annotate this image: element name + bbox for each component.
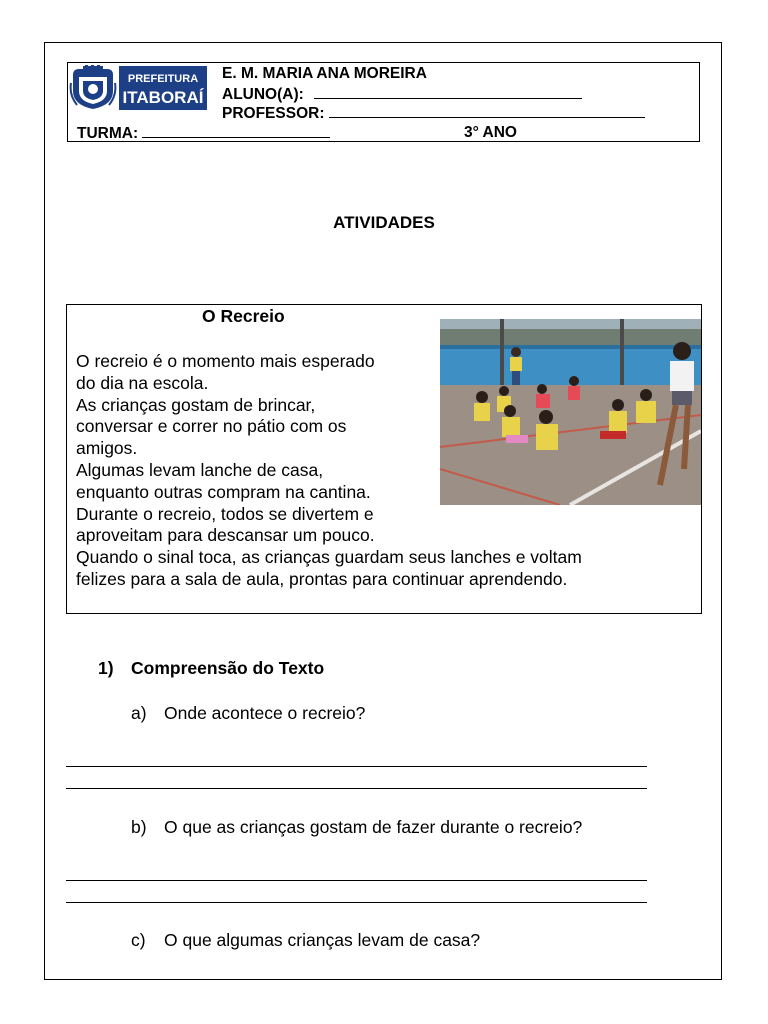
svg-text:PREFEITURA: PREFEITURA: [127, 73, 199, 85]
page-title: ATIVIDADES: [333, 213, 435, 232]
story-line: amigos.: [76, 438, 138, 459]
story-line: As crianças gostam de brincar,: [76, 394, 316, 415]
section-heading: [98, 658, 324, 679]
story-line: conversar e correr no pátio com os: [76, 416, 347, 437]
question-letter: b): [131, 817, 147, 837]
prefeitura-itaborai-logo: [69, 65, 207, 111]
class-label: TURMA:: [77, 125, 139, 142]
story-line: Quando o sinal toca, as crianças guardam seus lanches e voltam: [76, 547, 582, 568]
student-row: [222, 84, 582, 104]
answer-line-b1[interactable]: [66, 880, 647, 881]
story-line: aproveitam para descansar um pouco.: [76, 525, 375, 546]
question-a: [131, 703, 365, 724]
answer-line-a1[interactable]: [66, 766, 647, 767]
story-title: O Recreio: [202, 306, 285, 326]
question-b: [131, 817, 582, 838]
story-line: O recreio é o momento mais esperado: [76, 351, 375, 371]
teacher-name-field[interactable]: [329, 103, 645, 118]
school-name: E. M. MARIA ANA MOREIRA: [222, 65, 427, 82]
story-line: Durante o recreio, todos se divertem e: [76, 503, 374, 524]
story-line: felizes para a sala de aula, prontas para continuar aprendendo.: [76, 568, 568, 589]
question-text: O que as crianças gostam de fazer durante o recreio?: [164, 817, 583, 837]
class-row: [77, 123, 330, 143]
teacher-label: PROFESSOR:: [222, 105, 325, 122]
student-label: ALUNO(A):: [222, 86, 304, 103]
question-c: [131, 930, 480, 951]
story-line: do dia na escola.: [76, 372, 209, 393]
section-title: Compreensão do Texto: [131, 658, 325, 678]
story-line: enquanto outras compram na cantina.: [76, 481, 371, 502]
answer-line-b2[interactable]: [66, 902, 647, 903]
svg-text:ITABORAÍ: ITABORAÍ: [122, 88, 204, 107]
story-line: Algumas levam lanche de casa,: [76, 459, 324, 480]
children-playground-photo: [440, 319, 701, 505]
question-text: Onde acontece o recreio?: [164, 703, 366, 723]
answer-line-a2[interactable]: [66, 788, 647, 789]
question-letter: a): [131, 703, 147, 723]
question-letter: c): [131, 930, 146, 950]
coat-of-arms-icon: [71, 65, 116, 109]
class-field[interactable]: [142, 123, 330, 138]
teacher-row: [222, 103, 645, 123]
section-number: 1): [98, 658, 114, 678]
grade-label: 3° ANO: [464, 124, 517, 141]
question-text: O que algumas crianças levam de casa?: [164, 930, 481, 950]
student-name-field[interactable]: [314, 84, 582, 99]
